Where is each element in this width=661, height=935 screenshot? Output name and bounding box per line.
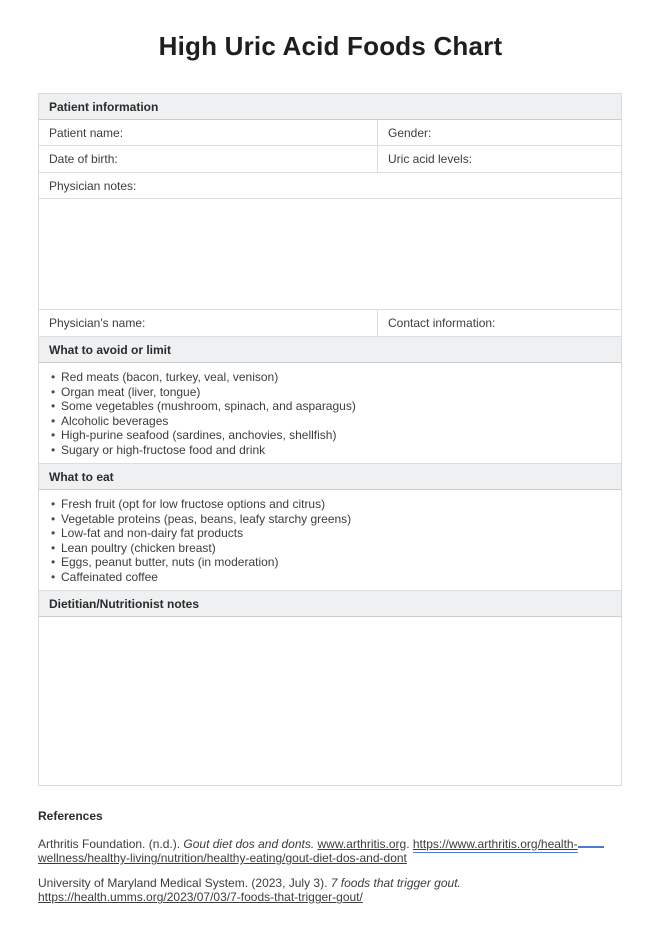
patient-form-table	[38, 93, 622, 786]
field-gender	[377, 120, 621, 145]
field-physician-notes	[39, 173, 621, 198]
list-item: • Low-fat and non-dairy fat products	[51, 526, 613, 541]
form-row-physician-contact	[39, 310, 621, 337]
field-label: Patient name:	[49, 125, 124, 140]
field-label: Physician notes:	[49, 178, 137, 193]
reference-authors: Arthritis Foundation. (n.d.).	[38, 836, 184, 851]
section-header-label: Dietitian/Nutritionist notes	[49, 596, 199, 611]
field-physician-name	[39, 310, 377, 336]
dietitian-notes-area	[39, 617, 621, 786]
avoid-list	[39, 363, 621, 464]
hyperlink-underline-artifact	[578, 835, 604, 848]
section-header-dietitian-notes	[39, 591, 621, 617]
physician-notes-area	[39, 199, 621, 310]
reference-separator: .	[406, 836, 413, 851]
references-section	[38, 809, 638, 915]
field-label: Contact information:	[388, 316, 496, 330]
page-title: High Uric Acid Foods Chart	[158, 31, 503, 61]
form-row-physician-notes-label	[39, 173, 621, 199]
section-header-what-to-avoid	[39, 337, 621, 363]
field-label: Physician's name:	[49, 316, 146, 330]
arthritis-url-link-line2[interactable]: wellness/healthy-living/nutrition/healthy-eating/gout-diet-dos-and-dont	[38, 851, 407, 866]
reference-title: Gout diet dos and donts.	[183, 836, 318, 851]
list-item: • Some vegetables (mushroom, spinach, and asparagus)	[51, 399, 613, 414]
list-item: • High-purine seafood (sardines, anchovies, shellfish)	[51, 428, 613, 443]
umms-url-link[interactable]: https://health.umms.org/2023/07/03/7-foods-that-trigger-gout/	[38, 890, 363, 905]
field-date-of-birth	[39, 146, 377, 172]
list-item: • Organ meat (liver, tongue)	[51, 385, 613, 400]
list-item: • Lean poultry (chicken breast)	[51, 541, 613, 556]
field-label: Uric acid levels:	[388, 152, 473, 166]
section-header-what-to-eat	[39, 464, 621, 490]
reference-title: 7 foods that trigger gout.	[330, 875, 461, 890]
form-row-name-gender	[39, 120, 621, 146]
list-item: • Sugary or high-fructose food and drink	[51, 443, 613, 458]
field-label: Date of birth:	[49, 152, 118, 166]
arthritis-url-link-line1[interactable]: https://www.arthritis.org/health-	[412, 836, 578, 851]
section-header-label: What to eat	[49, 469, 114, 484]
reference-entry-2	[38, 876, 638, 905]
field-uric-acid-levels	[377, 146, 621, 172]
references-heading: References	[38, 809, 103, 823]
avoid-list-items	[51, 370, 613, 458]
list-item: • Caffeinated coffee	[51, 570, 613, 585]
reference-authors: University of Maryland Medical System. (2023, July 3).	[38, 875, 331, 890]
section-header-label: Patient information	[49, 99, 159, 114]
form-row-dob-uric-acid	[39, 146, 621, 173]
section-header-patient-information	[39, 94, 621, 120]
field-label: Gender:	[388, 125, 432, 140]
field-patient-name	[39, 120, 377, 145]
list-item: • Alcoholic beverages	[51, 414, 613, 429]
field-contact-information	[377, 310, 621, 336]
list-item: • Vegetable proteins (peas, beans, leafy starchy greens)	[51, 512, 613, 527]
arthritis-org-link[interactable]: www.arthritis.org	[317, 836, 407, 851]
list-item: • Red meats (bacon, turkey, veal, venison)	[51, 370, 613, 385]
eat-list	[39, 490, 621, 591]
eat-list-items	[51, 497, 613, 585]
section-header-label: What to avoid or limit	[49, 342, 171, 357]
list-item: • Fresh fruit (opt for low fructose options and citrus)	[51, 497, 613, 512]
list-item: • Eggs, peanut butter, nuts (in moderation)	[51, 555, 613, 570]
reference-entry-1	[38, 835, 638, 866]
